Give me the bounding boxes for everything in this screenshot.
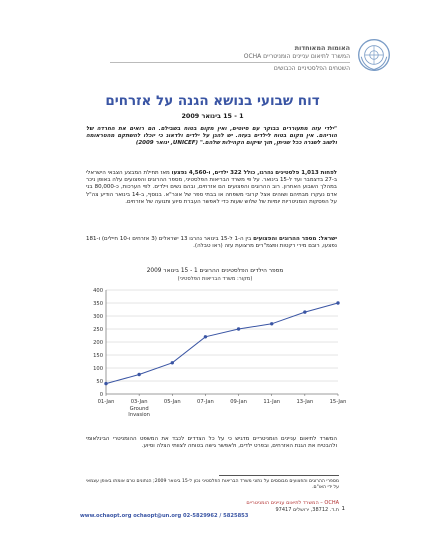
footnote: מספרי ההרוגים והפצועים מבוססים על נתוני משרד הבריאות הפלסטיני נכון ל-15 בינואר 2009; הנתונים טרם אומתו באופן עצמאי על ידי האו"ם.	[86, 479, 340, 490]
y-tick-label: 350	[93, 301, 103, 307]
data-point	[336, 301, 339, 304]
x-tick-label: 05-Jan	[163, 399, 181, 405]
casualties-lead: לפחות 1,013 פלסטינים נהרגו, כולל 322 ילדים, ו-4,560 נפצעו	[171, 170, 338, 176]
chart-canvas	[80, 284, 350, 426]
annotation-label: Ground	[129, 406, 149, 412]
y-tick-label: 150	[93, 353, 103, 359]
footer-address: ת.ד. 38712, ירושלים 97417	[275, 506, 339, 513]
x-tick-label: 07-Jan	[197, 399, 214, 405]
annotation-label: Invasion	[128, 412, 150, 418]
closing-paragraph: המשרד לתיאום עניינים הומניטריים מדגיש כי על כל הצדדים לכבד את המשפט ההומניטרי הבינלאומי ולהבטיח את הגנת האזרחים, ובפרט ילדים, ולאפשר גישה בטוחה לצוותי הצלה וסיוע.	[86, 436, 337, 450]
chart-title: מספר הילדים הפלסטינים ההרוגים 1 - 15 בינואר 2009	[146, 268, 284, 274]
israel-casualties-lead: ישראל: מספר ההרוגים והפצועים	[253, 236, 338, 242]
page-footer	[80, 500, 339, 520]
report-date: 1 - 15 בינואר 2009	[181, 112, 244, 120]
footer-contact: www.ochaopt.org ochaopt@un.org 02-5829962 / 5825853	[80, 513, 249, 519]
x-tick-label: 11-Jan	[263, 399, 281, 405]
israel-casualties-body: בין ה-1 ל-15 בינואר נהרגו 13 ישראלים (3 אזרחים ו-10 חיילים) ו-181 נפצעו, רובם מירי רקטות ופצמ"רים מרצועת עזה (ראו טבלה).	[86, 236, 337, 250]
footer-org: OCHA – המשרד לתיאום עניינים הומניטריים	[246, 500, 339, 506]
footnote-divider	[219, 475, 339, 476]
x-tick-label: 13-Jan	[296, 399, 314, 405]
page-number: 1	[341, 506, 345, 512]
org-name: האומות המאוחדות	[294, 44, 350, 52]
chart-subtitle: (מקור: משרד הבריאות הפלסטיני)	[177, 276, 253, 282]
child-deaths-chart	[80, 268, 350, 426]
data-point	[204, 335, 207, 338]
x-tick-label: 03-Jan	[130, 399, 148, 405]
data-point	[104, 382, 107, 385]
page-title: דוח שבועי בנושא הגנה על אזרחים	[105, 93, 320, 109]
casualties-paragraph	[86, 170, 337, 206]
x-tick-label: 01-Jan	[97, 399, 115, 405]
y-tick-label: 50	[96, 379, 103, 385]
office-name: השטחים הפלסטיניים הכבושים	[273, 65, 350, 72]
casualties-body: מאז תחילת המבצע הצבאי הישראלי ב-27 בדצמבר ועד ל-15 בינואר. על פי משרד הבריאות הפלסטיני, מספר ההרוגים והפצועים עלה באופן ניכר במהלך השבוע האחרון. רוב ההרוגים והפצועים הם אזרחים, ובהם נשים וילדים. לפי הערכות, כ-80,000 בני אדם נעקרו מבתיהם ושוהים אצל קרובי משפחה או בבתי ספר של אונר"א. בנוסף, ב-14 בינואר הודיע צה"ל על הפסקות הומניטריות יומיות של שלוש שעות כדי לאפשר העברת סיוע ותנועה של אזרחים.	[86, 170, 337, 205]
israel-casualties-paragraph	[86, 236, 337, 250]
intro-quote: "ילדי עזה מתעוררים בבוקר עם סיוטים, ואין מקום בטוח בשבילם. הם רואים את החרדה של הוריהם. אין מקום בטוח לילדים בעזה. יש להגן על ילדים ולדאוג כי יוכלו להשתקם מהטראומה ולשוב לשגרה ככל שניתן, תוך שיקום הקהילות שלהם." (UNICEF, ינואר 2009)	[86, 126, 337, 147]
x-tick-label: 15-Jan	[329, 399, 347, 405]
series-line	[106, 303, 338, 384]
letterhead	[110, 44, 350, 73]
data-point	[237, 327, 240, 330]
x-tick-label: 09-Jan	[230, 399, 247, 405]
data-point	[270, 322, 273, 325]
y-tick-label: 250	[93, 327, 103, 333]
data-point	[303, 310, 306, 313]
data-point	[171, 361, 174, 364]
un-emblem-icon	[357, 38, 391, 72]
y-tick-label: 100	[93, 366, 103, 372]
dept-name: המשרד לתיאום עניינים הומניטריים OCHA	[110, 53, 350, 63]
y-tick-label: 200	[93, 340, 103, 346]
y-tick-label: 400	[93, 288, 103, 294]
data-point	[137, 373, 140, 376]
y-tick-label: 300	[93, 314, 103, 320]
y-tick-label: 0	[99, 392, 103, 398]
